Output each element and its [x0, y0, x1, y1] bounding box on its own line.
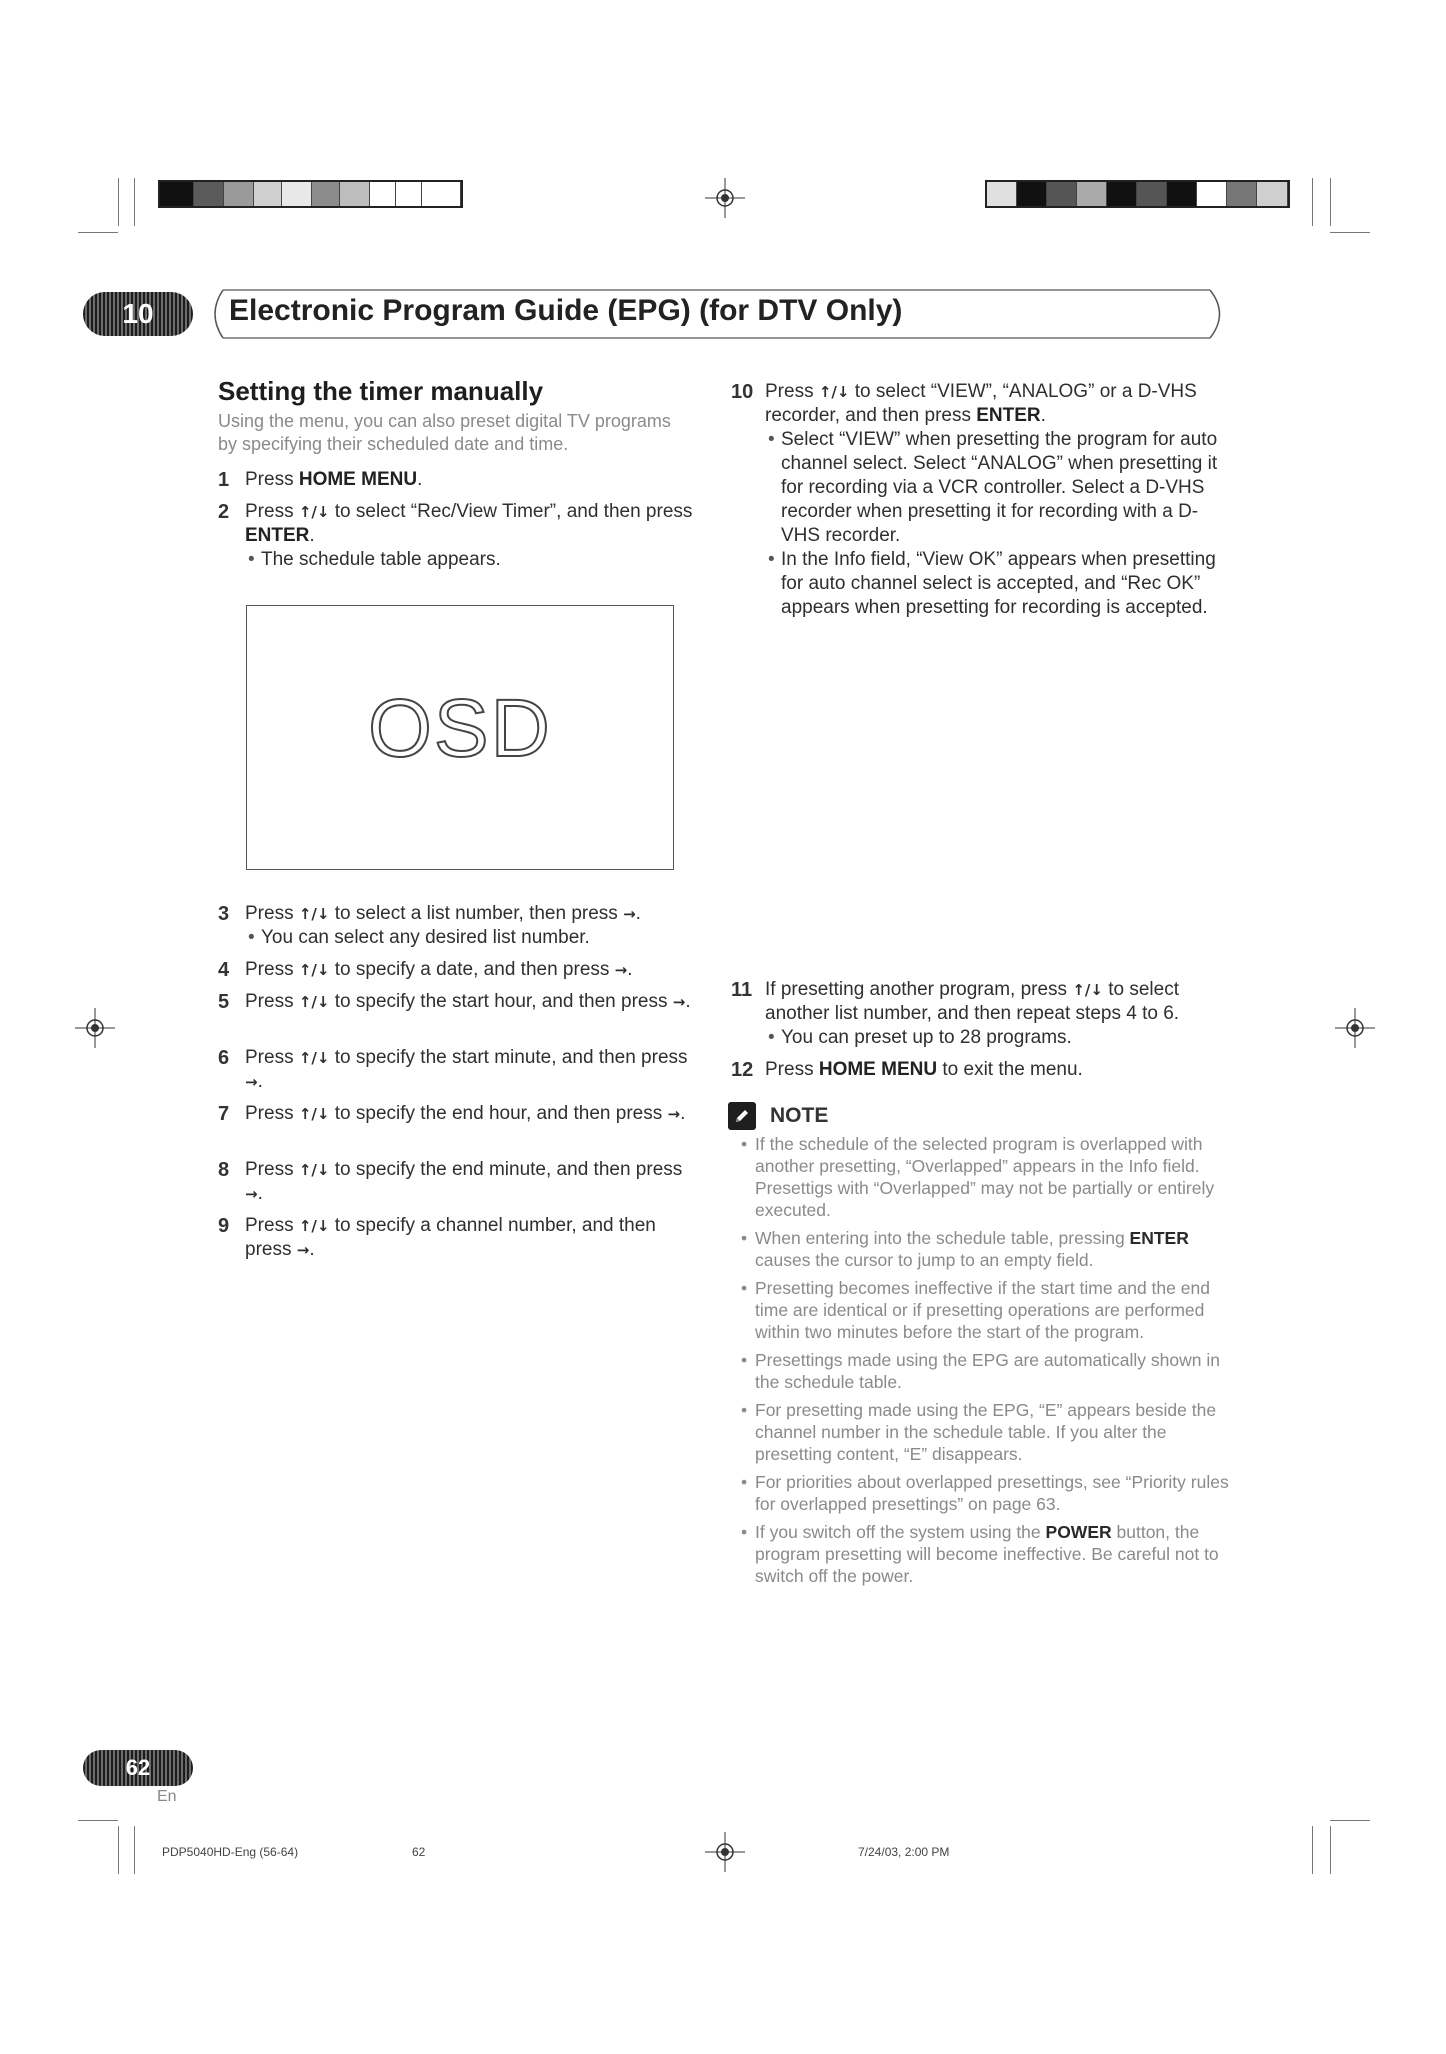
step-8: 8 Press ↑/↓ to specify the end minute, and then press →. [218, 1159, 683, 1204]
step-10-note-1: • Select “VIEW” when presetting the program for auto channel select. Select “ANALOG” when presetting it for recording via a VCR controller. Select a D-VHS recorder when presetting it for recording with a D-VHS recorder. [765, 428, 1225, 548]
chapter-title: Electronic Program Guide (EPG) (for DTV Only) [229, 294, 903, 327]
step-3: 3 Press ↑/↓ to select a list number, then press →. • You can select any desired list number. [245, 902, 715, 950]
step-10-note-2: • In the Info field, “View OK” appears when presetting for auto channel select is accepted, and “Rec OK” appears when presetting for recording is accepted. [765, 548, 1225, 620]
step-11: 11 If presetting another program, press ↑/↓ to select another list number, and then repeat steps 4 to 6. • You can preset up to 28 programs. [765, 978, 1235, 1050]
key-enter: ENTER [1129, 1228, 1189, 1248]
note-item: • Presetting becomes ineffective if the start time and the end time are identical or if presetting operations are performed within two minutes before the start of the program. [745, 1277, 1235, 1343]
osd-placeholder [246, 605, 674, 870]
chapter-number-badge: 10 [83, 292, 193, 336]
step-number: 5 [218, 991, 230, 1013]
key-enter: ENTER [245, 525, 310, 546]
note-header [728, 1102, 828, 1130]
registration-mark-left [75, 1008, 115, 1048]
right-arrow-icon: → [245, 1073, 258, 1091]
right-arrow-icon: → [667, 1105, 681, 1123]
note-item: • For presetting made using the EPG, “E” appears beside the channel number in the schedule table. If you alter the presetting content, “E” disappears. [745, 1399, 1235, 1465]
right-arrow-icon: → [672, 993, 686, 1011]
key-power: POWER [1045, 1522, 1112, 1542]
step-5: 5 Press ↑/↓ to specify the start hour, and then press →. [218, 991, 691, 1013]
up-down-arrow-icon: ↑/↓ [298, 1049, 330, 1067]
section-intro: Using the menu, you can also preset digital TV programs by specifying their scheduled date and time. [218, 411, 671, 454]
step-6: 6 Press ↑/↓ to specify the start minute, and then press →. [218, 1047, 688, 1092]
up-down-arrow-icon: ↑/↓ [818, 383, 850, 401]
print-slug-date: 7/24/03, 2:00 PM [858, 1845, 950, 1859]
up-down-arrow-icon: ↑/↓ [298, 993, 330, 1011]
page-language: En [157, 1788, 177, 1805]
note-item: • For priorities about overlapped presettings, see “Priority rules for overlapped presettings” on page 63. [745, 1471, 1235, 1515]
crop-mark-bottom-right-vert [1312, 1826, 1313, 1874]
note-item: • If the schedule of the selected program is overlapped with another presetting, “Overlapped” appears in the Info field. Presettigs with “Overlapped” may not be partially or entirely executed. [745, 1133, 1235, 1221]
up-down-arrow-icon: ↑/↓ [298, 1105, 330, 1123]
step-3-note: • You can select any desired list number. [245, 926, 715, 950]
step-7: 7 Press ↑/↓ to specify the end hour, and then press →. [218, 1103, 686, 1125]
step-number: 11 [731, 979, 753, 1001]
note-list [745, 1133, 1235, 1593]
step-12: 12 Press HOME MENU to exit the menu. [731, 1059, 1083, 1081]
step-number: 10 [731, 381, 754, 403]
note-item: • Presettings made using the EPG are automatically shown in the schedule table. [745, 1349, 1235, 1393]
step-9: 9 Press ↑/↓ to specify a channel number, and then press →. [218, 1215, 656, 1260]
right-arrow-icon: → [614, 961, 628, 979]
step-number: 2 [218, 501, 230, 523]
crop-mark-top-left-vert [118, 178, 119, 226]
chapter-title-bar [205, 286, 1233, 342]
crop-mark-bottom-right-vert2 [1330, 1826, 1331, 1874]
crop-mark-bottom-left-vert2 [134, 1826, 135, 1874]
crop-mark-top-right [1330, 232, 1370, 233]
note-item: • If you switch off the system using the POWER button, the program presetting will become ineffective. Be careful not to switch off the power. [745, 1521, 1235, 1587]
right-arrow-icon: → [296, 1241, 310, 1259]
crop-mark-bottom-right [1330, 1820, 1370, 1821]
step-11-note: • You can preset up to 28 programs. [765, 1026, 1235, 1050]
color-bar-left [158, 180, 463, 208]
step-number: 4 [218, 959, 230, 981]
registration-mark-top [705, 178, 745, 218]
up-down-arrow-icon: ↑/↓ [298, 905, 330, 923]
step-10: 10 Press ↑/↓ to select “VIEW”, “ANALOG” or a D-VHS recorder, and then press ENTER. • Select “VIEW” when presetting the program for auto channel select. Select “ANALOG” when presetting it for recording via a VCR controller. Select a D-VHS recorder when presetting it for recording with a D-VHS recorder. • In the Info field, “View OK” appears when presetting for auto channel select is accepted, and “Rec OK” appears when presetting for recording is accepted. [765, 380, 1225, 620]
up-down-arrow-icon: ↑/↓ [298, 1161, 330, 1179]
step-number: 3 [218, 903, 230, 925]
step-4: 4 Press ↑/↓ to specify a date, and then press →. [218, 959, 633, 981]
step-number: 12 [731, 1059, 754, 1081]
section-title: Setting the timer manually [218, 376, 544, 406]
key-home-menu: HOME MENU [298, 469, 418, 490]
up-down-arrow-icon: ↑/↓ [298, 503, 330, 521]
crop-mark-bottom-left-vert [118, 1826, 119, 1874]
crop-mark-bottom-left [78, 1820, 118, 1821]
note-title: NOTE [770, 1104, 829, 1127]
print-slug-file: PDP5040HD-Eng (56-64) [162, 1845, 299, 1859]
osd-label: OSD [368, 683, 552, 774]
step-number: 6 [218, 1047, 230, 1069]
step-number: 9 [218, 1215, 230, 1237]
right-arrow-icon: → [245, 1185, 258, 1203]
registration-mark-right [1335, 1008, 1375, 1048]
print-slug-page: 62 [412, 1845, 426, 1859]
note-item: • When entering into the schedule table, pressing ENTER causes the cursor to jump to an empty field. [745, 1227, 1235, 1271]
step-2-note: • The schedule table appears. [245, 548, 695, 572]
up-down-arrow-icon: ↑/↓ [1072, 981, 1103, 999]
crop-mark-top-left-vert2 [134, 178, 135, 226]
right-arrow-icon: → [623, 905, 636, 923]
key-home-menu: HOME MENU [818, 1059, 938, 1080]
step-1: 1 Press HOME MENU. [218, 469, 423, 491]
key-enter: ENTER [976, 405, 1041, 426]
crop-mark-top-left [78, 232, 118, 233]
step-number: 1 [218, 469, 230, 491]
step-number: 8 [218, 1159, 230, 1181]
step-2: 2 Press ↑/↓ to select “Rec/View Timer”, and then press ENTER. • The schedule table appears. [245, 500, 695, 572]
registration-mark-bottom [705, 1832, 745, 1872]
pencil-icon [728, 1102, 756, 1130]
up-down-arrow-icon: ↑/↓ [298, 1217, 330, 1235]
page-number-badge: 62 [83, 1750, 193, 1786]
color-bar-right [985, 180, 1290, 208]
crop-mark-top-right-vert2 [1330, 178, 1331, 226]
step-number: 7 [218, 1103, 230, 1125]
up-down-arrow-icon: ↑/↓ [298, 961, 330, 979]
crop-mark-top-right-vert [1312, 178, 1313, 226]
